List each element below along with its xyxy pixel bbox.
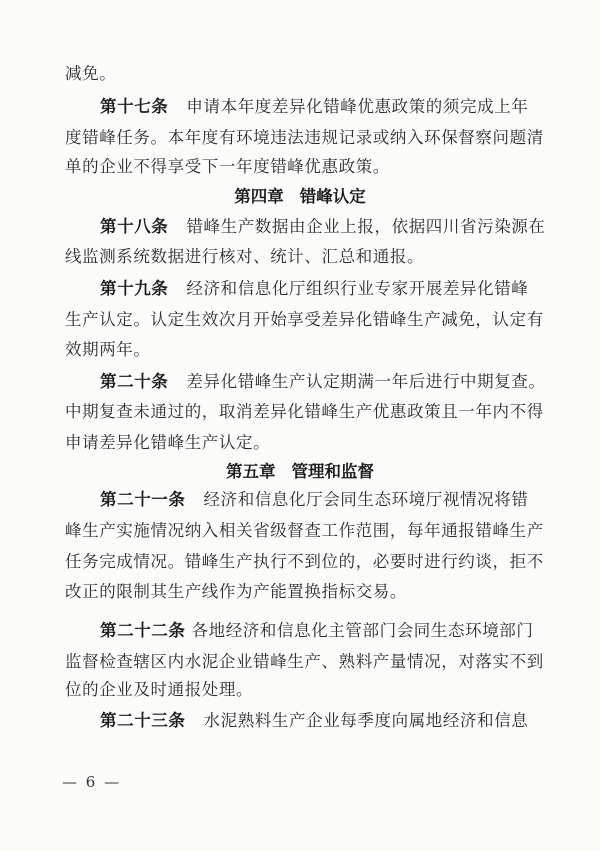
article-label: 第二十二条	[100, 621, 186, 640]
chapter-title: 管理和监督	[291, 462, 374, 481]
article-text: 经济和信息化厅会同生态环境厅视情况将错	[203, 490, 529, 509]
article-label: 第二十三条	[100, 711, 186, 730]
chapter-heading	[0, 462, 600, 482]
article-label: 第二十一条	[100, 490, 186, 509]
article-label: 第十七条	[100, 97, 169, 116]
article-text: 申请差异化错峰生产认定。	[65, 433, 271, 452]
chapter-title: 错峰认定	[299, 187, 366, 206]
article-text: 各地经济和信息化主管部门会同生态环境部门	[191, 621, 534, 640]
page-number: — 6 —	[62, 773, 122, 791]
article-17	[100, 97, 535, 117]
article-text: 申请本年度差异化错峰优惠政策的须完成上年	[186, 97, 529, 116]
article-text: 水泥熟料生产企业每季度向属地经济和信息	[203, 711, 529, 730]
article-text: 改正的限制其生产线作为产能置换指标交易。	[65, 582, 407, 601]
article-label: 第十八条	[100, 217, 169, 236]
article-text: 错峰生产数据由企业上报，依据四川省污染源在	[186, 217, 546, 236]
article-text: 经济和信息化厅组织行业专家开展差异化错峰	[186, 279, 529, 298]
article-text: 线监测系统数据进行核对、统计、汇总和通报。	[65, 247, 425, 266]
article-text: 中期复查未通过的，取消差异化错峰生产优惠政策且一年内不得	[65, 402, 544, 421]
article-23	[100, 711, 535, 731]
article-22	[100, 621, 535, 641]
article-label: 第十九条	[100, 279, 169, 298]
article-text: 位的企业及时通报处理。	[65, 680, 254, 699]
article-label: 第二十条	[100, 372, 169, 391]
chapter-number: 第四章	[234, 187, 284, 206]
chapter-heading	[0, 187, 600, 207]
article-text: 单的企业不得享受下一年度错峰优惠政策。	[65, 157, 390, 176]
article-text: 差异化错峰生产认定期满一年后进行中期复查。	[186, 372, 546, 391]
carryover-text: 减免。	[65, 64, 117, 83]
article-text: 效期两年。	[65, 340, 151, 359]
article-text: 峰生产实施情况纳入相关省级督查工作范围，每年通报错峰生产	[65, 521, 544, 540]
article-19	[100, 279, 535, 299]
article-20	[100, 372, 546, 392]
article-21	[100, 490, 535, 510]
article-18	[100, 217, 546, 237]
article-text: 任务完成情况。错峰生产执行不到位的，必要时进行约谈，拒不	[65, 552, 544, 571]
article-text: 监督检查辖区内水泥企业错峰生产、熟料产量情况，对落实不到	[65, 652, 544, 671]
chapter-number: 第五章	[226, 462, 276, 481]
article-text: 生产认定。认定生效次月开始享受差异化错峰生产减免，认定有	[65, 310, 544, 329]
article-text: 度错峰任务。本年度有环境违法违规记录或纳入环保督察问题清	[65, 128, 544, 147]
